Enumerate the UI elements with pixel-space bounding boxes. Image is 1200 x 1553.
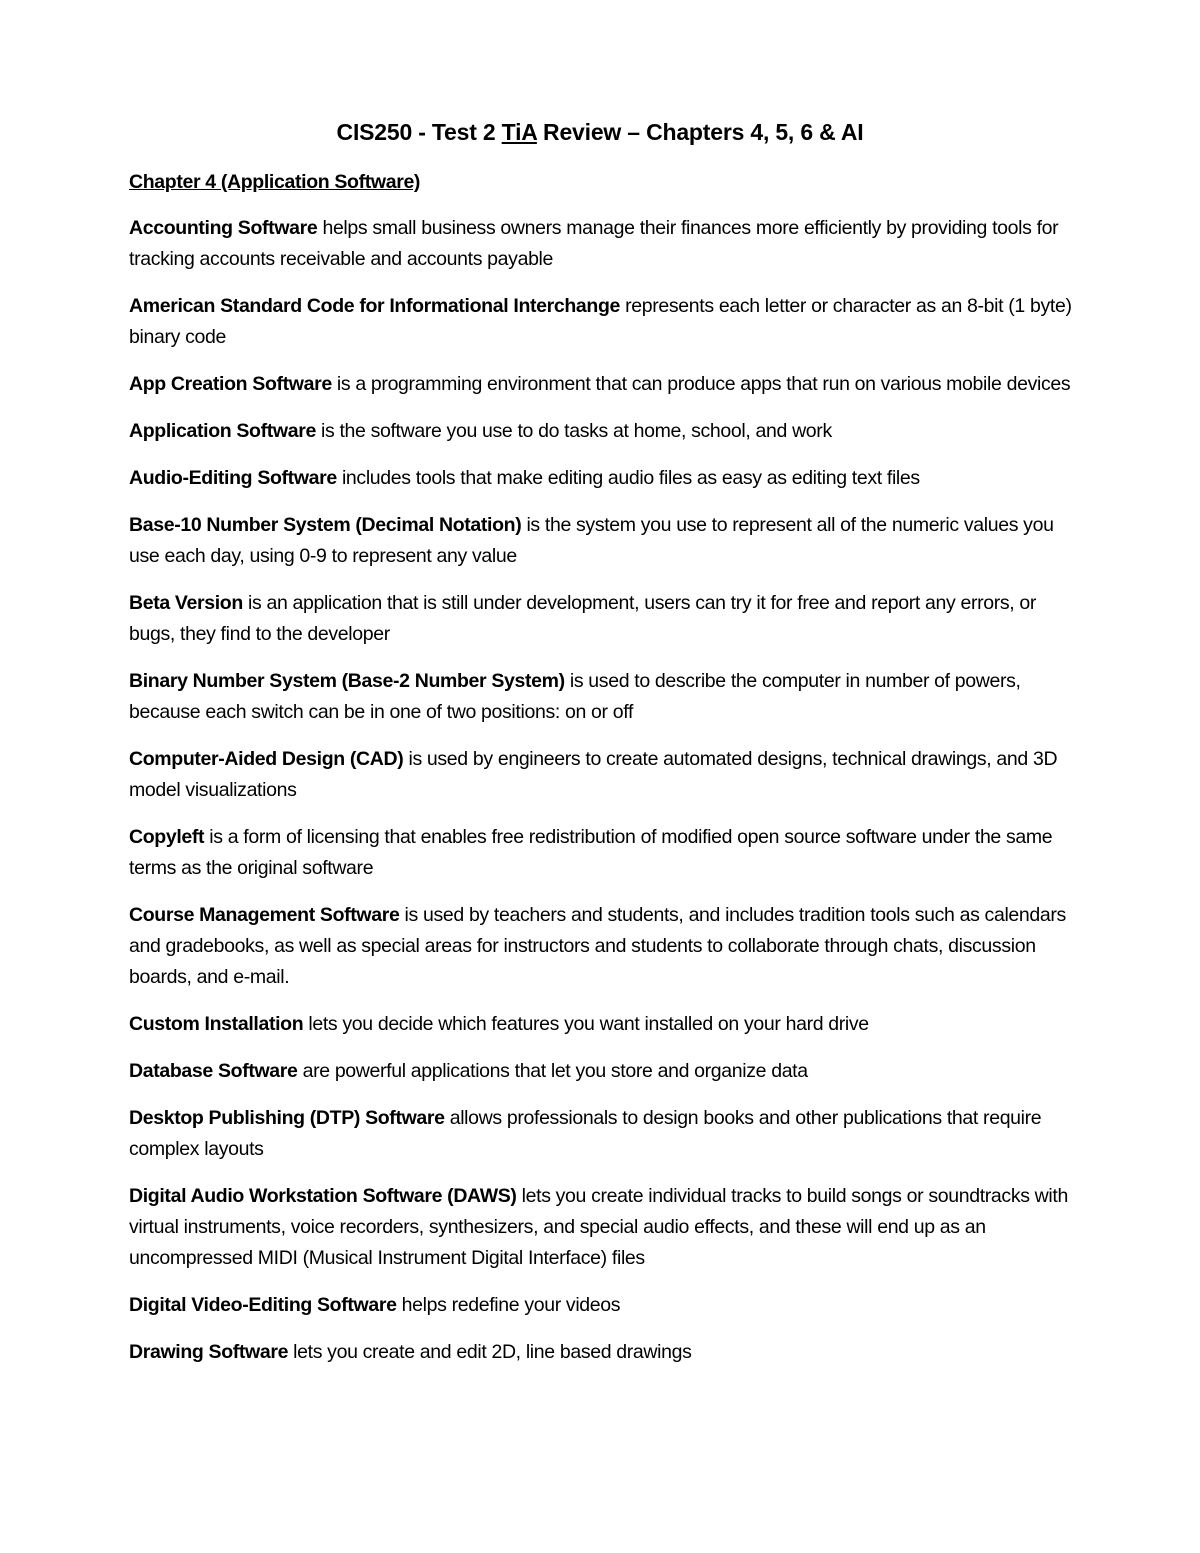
glossary-entry: [129, 900, 1074, 993]
glossary-entry: [129, 1337, 1074, 1368]
glossary-entry: [129, 416, 1074, 447]
glossary-term: Application Software: [129, 420, 316, 442]
glossary-term: Copyleft: [129, 826, 205, 848]
glossary-entry: [129, 666, 1074, 728]
glossary-entry: [129, 1181, 1074, 1274]
glossary-term: Beta Version: [129, 592, 243, 614]
glossary-definition: is an application that is still under development, users can try it for free and report any errors, or bugs, they find to the developer: [129, 592, 1037, 645]
glossary-entry: [129, 463, 1074, 494]
glossary-term: Drawing Software: [129, 1341, 289, 1363]
glossary-term: Digital Video-Editing Software: [129, 1294, 397, 1316]
glossary-entry: [129, 1103, 1074, 1165]
glossary-definition: is used to describe the computer in number of powers, because each switch can be in one of two positions: on or off: [129, 670, 1021, 723]
glossary-entry: [129, 510, 1074, 572]
glossary-definition: lets you create and edit 2D, line based drawings: [288, 1341, 692, 1363]
glossary-term: American Standard Code for Informational Interchange: [129, 295, 621, 317]
title-prefix: CIS250 - Test 2: [336, 119, 502, 145]
glossary-entry: [129, 1290, 1074, 1321]
glossary-term: App Creation Software: [129, 373, 332, 395]
glossary-term: Digital Audio Workstation Software (DAWS): [129, 1185, 517, 1207]
section-heading: Chapter 4 (Application Software): [129, 171, 421, 193]
glossary-definition: lets you decide which features you want installed on your hard drive: [303, 1013, 869, 1035]
glossary-entry: [129, 291, 1074, 353]
glossary-definition: allows professionals to design books and other publications that require complex layouts: [129, 1107, 1042, 1160]
glossary-entry: [129, 822, 1074, 884]
glossary-definition: includes tools that make editing audio files as easy as editing text files: [336, 467, 920, 489]
title-underlined: TiA: [501, 119, 537, 145]
glossary-definition: is used by engineers to create automated designs, technical drawings, and 3D model visualizations: [129, 748, 1058, 801]
glossary-term: Binary Number System (Base-2 Number System): [129, 670, 565, 692]
glossary-definition: is the system you use to represent all of the numeric values you use each day, using 0-9 to represent any value: [129, 514, 1054, 567]
glossary-term: Course Management Software: [129, 904, 400, 926]
glossary-definition: is a form of licensing that enables free redistribution of modified open source software under the same terms as the original software: [129, 826, 1053, 879]
glossary-definition: helps redefine your videos: [396, 1294, 621, 1316]
glossary-definition: represents each letter or character as an 8-bit (1 byte) binary code: [129, 295, 1072, 348]
glossary-term: Base-10 Number System (Decimal Notation): [129, 514, 522, 536]
glossary-definition: is used by teachers and students, and includes tradition tools such as calendars and gradebooks, as well as special areas for instructors and students to collaborate through chats, discussion boards, and e-mail.: [129, 904, 1066, 988]
glossary-definition: is a programming environment that can produce apps that run on various mobile devices: [331, 373, 1071, 395]
glossary-entry: [129, 588, 1074, 650]
glossary-term: Database Software: [129, 1060, 298, 1082]
glossary-definition: lets you create individual tracks to build songs or soundtracks with virtual instruments, voice recorders, synthesizers, and special audio effects, and these will end up as an uncompressed MIDI (Musical Instrument Digital Interface) files: [129, 1185, 1068, 1269]
glossary-term: Desktop Publishing (DTP) Software: [129, 1107, 445, 1129]
glossary-definition: helps small business owners manage their finances more efficiently by providing tools for tracking accounts receivable and accounts payable: [129, 217, 1059, 270]
glossary-entry: [129, 369, 1074, 400]
glossary-definition: are powerful applications that let you store and organize data: [297, 1060, 808, 1082]
glossary-entry: [129, 1056, 1074, 1087]
glossary-definition: is the software you use to do tasks at home, school, and work: [315, 420, 832, 442]
document-title: [0, 116, 1200, 148]
glossary-entry: [129, 213, 1074, 275]
glossary-term: Accounting Software: [129, 217, 318, 239]
glossary-entry: [129, 744, 1074, 806]
title-suffix: Review – Chapters 4, 5, 6 & AI: [536, 119, 864, 145]
glossary-term: Audio-Editing Software: [129, 467, 337, 489]
document-body: [129, 167, 1074, 1384]
glossary-entry: [129, 1009, 1074, 1040]
glossary-term: Custom Installation: [129, 1013, 304, 1035]
glossary-term: Computer-Aided Design (CAD): [129, 748, 404, 770]
